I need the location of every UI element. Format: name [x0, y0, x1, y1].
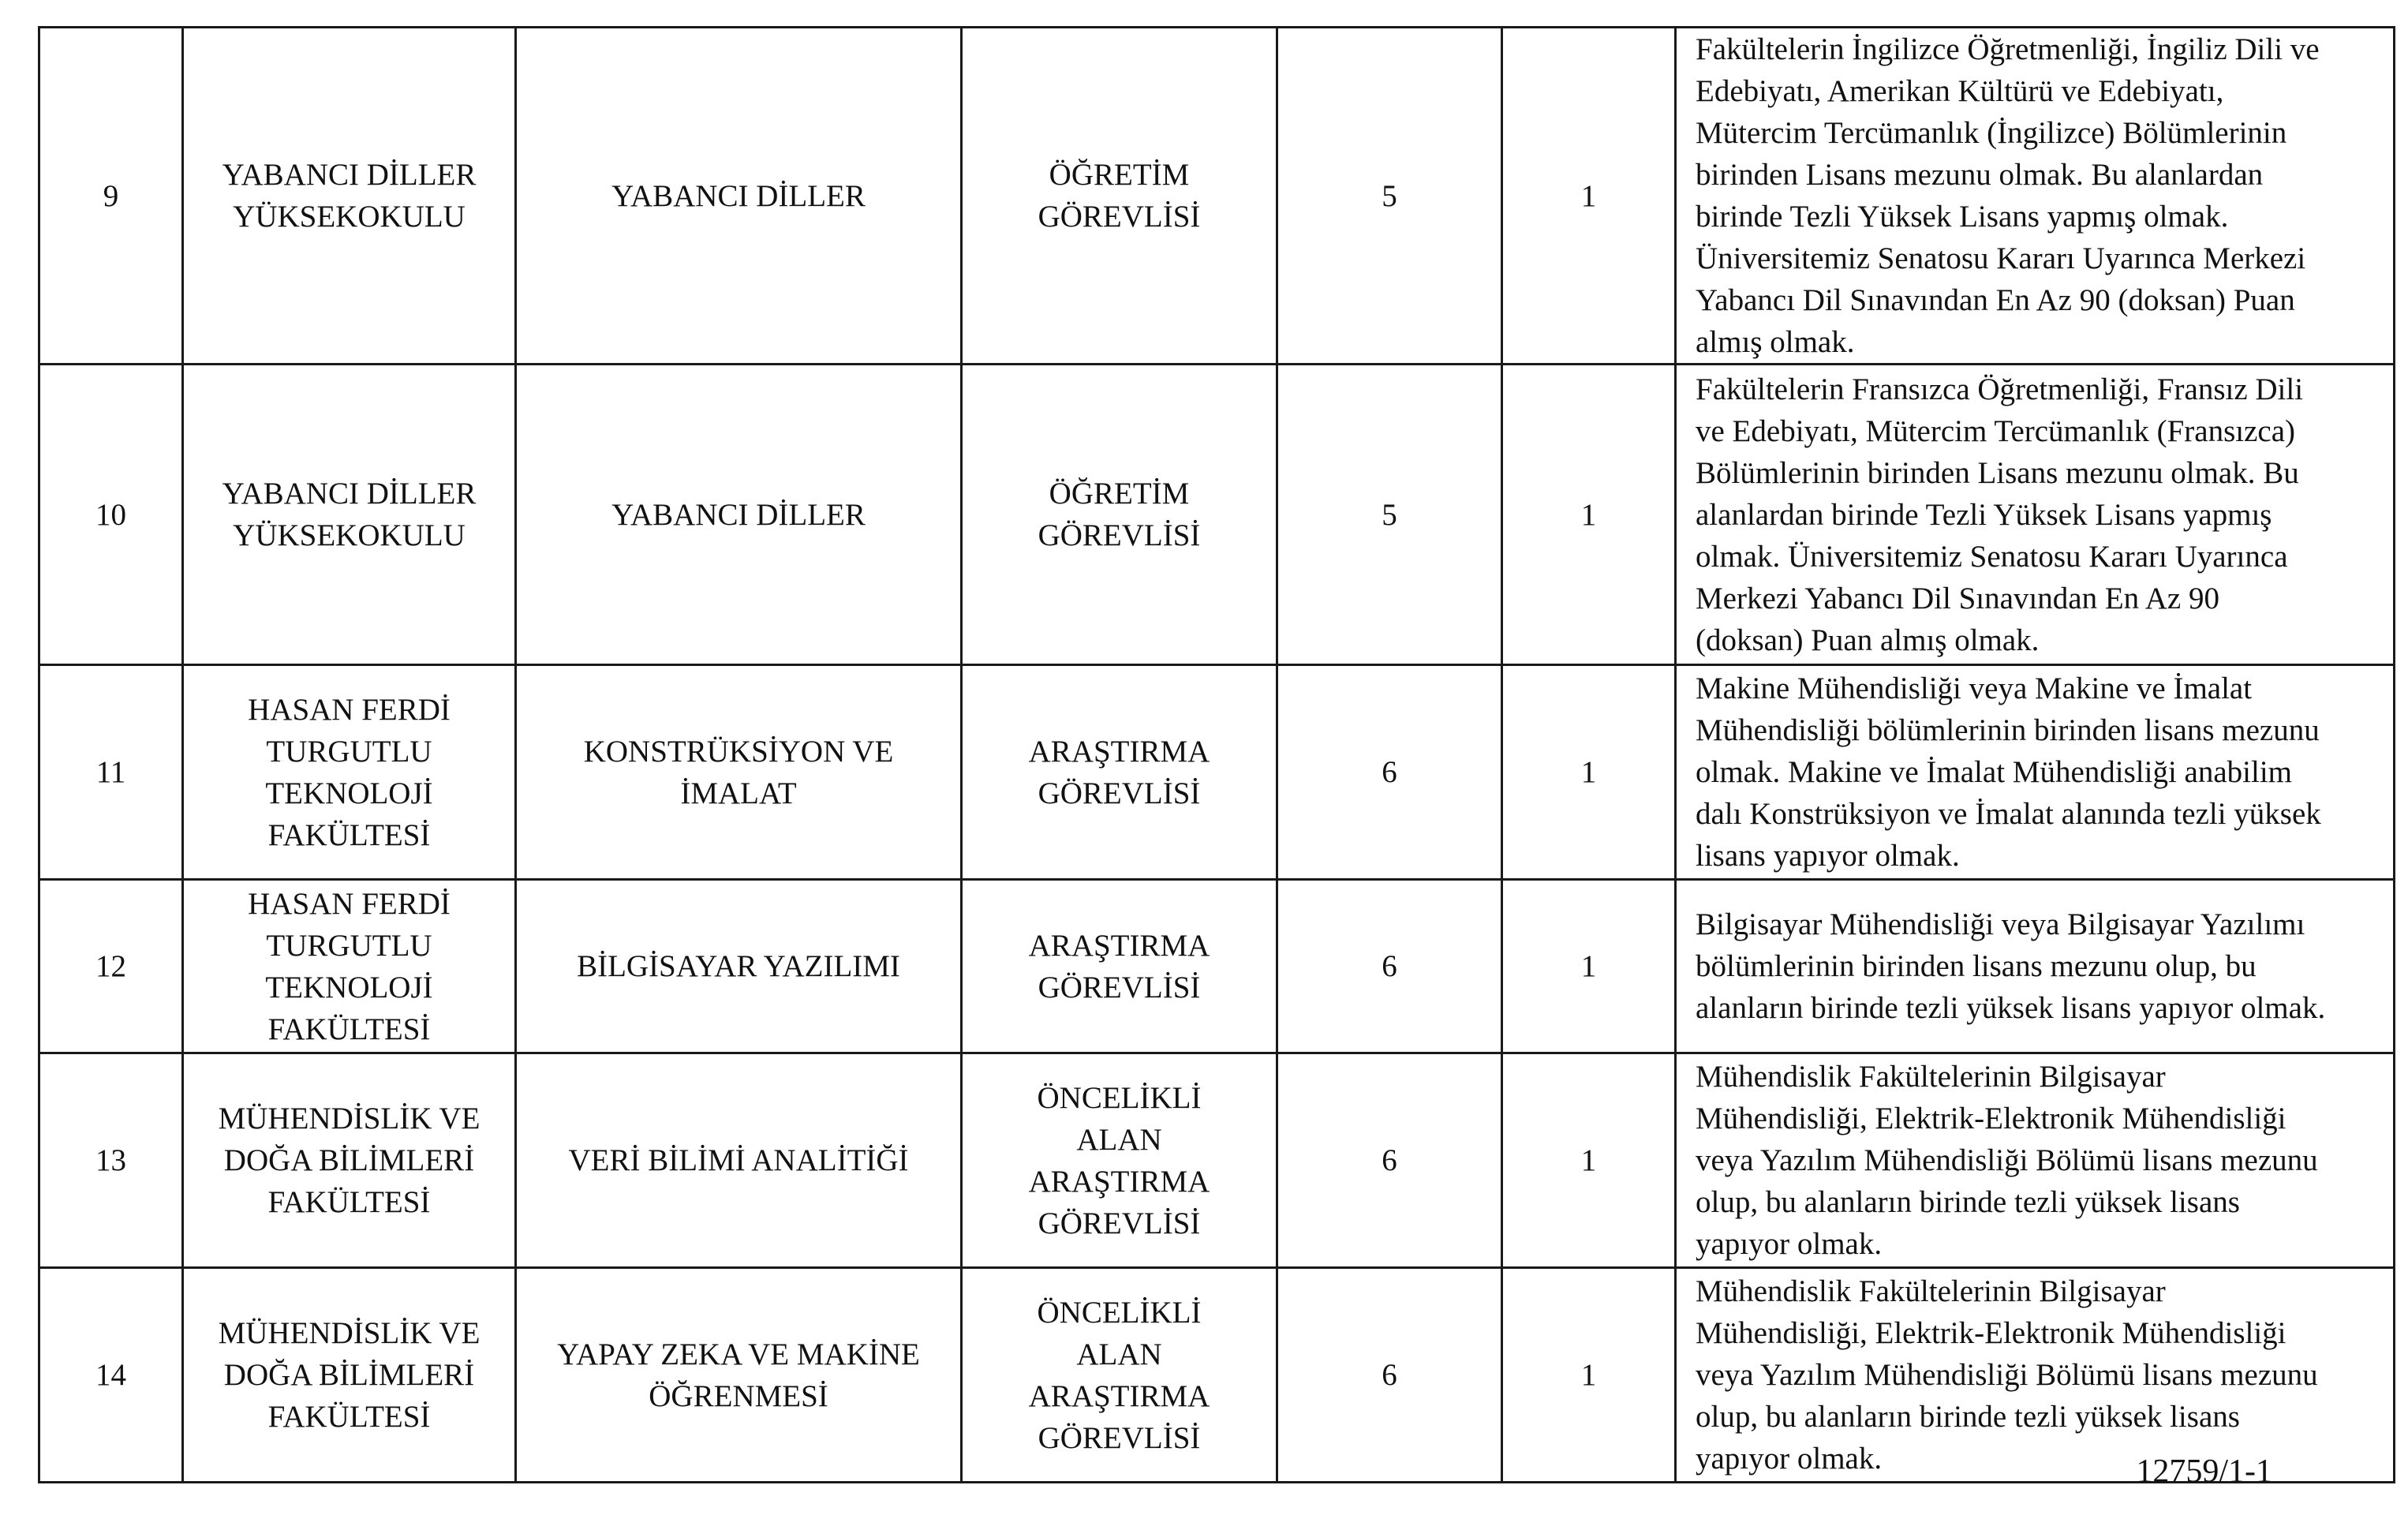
row-number: 10: [95, 497, 126, 532]
title-cell: [962, 1268, 1277, 1483]
degree-cell: [1277, 365, 1502, 665]
degree-value: 6: [1382, 1358, 1397, 1392]
dept-text-line: YABANCI DİLLER: [611, 497, 866, 532]
req-text-line: Edebiyatı, Amerikan Kültürü ve Edebiyatı,: [1696, 74, 2224, 108]
unit-cell: [183, 28, 516, 365]
title-text-line: ARAŞTIRMA: [1028, 1164, 1210, 1199]
department-cell: [516, 880, 962, 1053]
department-cell: [516, 1268, 962, 1483]
title-text-line: ARAŞTIRMA: [1028, 928, 1210, 963]
unit-cell: [183, 365, 516, 665]
degree-cell: [1277, 880, 1502, 1053]
count-value: 1: [1580, 497, 1597, 532]
unit-cell: [183, 880, 516, 1053]
announcement-table: [38, 26, 2395, 1483]
req-text-line: olup, bu alanların birinde tezli yüksek lisans: [1696, 1400, 2240, 1434]
dept-text-line: İMALAT: [680, 776, 797, 810]
unit-text-line: TURGUTLU: [266, 734, 432, 769]
req-text-line: Mühendislik Fakültelerinin Bilgisayar: [1696, 1060, 2166, 1094]
req-text-line: veya Yazılım Mühendisliği Bölümü lisans mezunu: [1696, 1358, 2318, 1392]
dept-text-line: YAPAY ZEKA VE MAKİNE: [557, 1337, 920, 1371]
degree-value: 5: [1382, 497, 1397, 532]
requirements-cell: [1676, 1053, 2395, 1268]
row-number-cell: [39, 1268, 183, 1483]
dept-text-line: KONSTRÜKSİYON VE: [583, 734, 894, 769]
degree-value: 6: [1382, 755, 1397, 789]
req-text-line: Makine Mühendisliği veya Makine ve İmalat: [1696, 671, 2253, 705]
department-cell: [516, 28, 962, 365]
req-text-line: (doksan) Puan almış olmak.: [1696, 623, 2040, 657]
unit-text-line: DOĞA BİLİMLERİ: [223, 1358, 475, 1392]
req-text-line: Mühendislik Fakültelerinin Bilgisayar: [1696, 1274, 2166, 1308]
unit-text-line: TEKNOLOJİ: [265, 776, 433, 810]
dept-text-line: BİLGİSAYAR YAZILIMI: [577, 949, 900, 983]
count-cell: [1502, 1268, 1676, 1483]
row-number: 11: [95, 755, 126, 789]
count-cell: [1502, 28, 1676, 365]
req-text-line: dalı Konstrüksiyon ve İmalat alanında tezli yüksek: [1696, 797, 2321, 831]
page-reference: 12759/1-1: [2136, 1453, 2272, 1490]
req-text-line: olmak. Makine ve İmalat Mühendisliği anabilim: [1696, 755, 2293, 789]
table-row: [39, 880, 2395, 1053]
unit-text-line: MÜHENDİSLİK VE: [218, 1102, 480, 1135]
degree-value: 6: [1382, 949, 1397, 983]
department-cell: [516, 665, 962, 880]
req-text-line: olup, bu alanların birinde tezli yüksek lisans: [1696, 1185, 2240, 1219]
req-text-line: Mühendisliği, Elektrik-Elektronik Mühendisliği: [1696, 1316, 2286, 1350]
title-text-line: GÖREVLİSİ: [1038, 776, 1201, 810]
count-value: 1: [1580, 178, 1597, 213]
table-row: [39, 1268, 2395, 1483]
req-text-line: Üniversitemiz Senatosu Kararı Uyarınca Merkezi: [1696, 241, 2306, 275]
row-number-cell: [39, 28, 183, 365]
unit-text-line: MÜHENDİSLİK VE: [218, 1316, 480, 1350]
req-text-line: birinde Tezli Yüksek Lisans yapmış olmak.: [1696, 200, 2229, 234]
row-number: 12: [95, 949, 126, 983]
title-cell: [962, 365, 1277, 665]
row-number-cell: [39, 880, 183, 1053]
req-text-line: Bölümlerinin birinden Lisans mezunu olmak. Bu: [1696, 455, 2299, 490]
req-text-line: alanlardan birinde Tezli Yüksek Lisans yapmış: [1696, 497, 2272, 532]
title-cell: [962, 665, 1277, 880]
title-text-line: ÖNCELİKLİ: [1037, 1295, 1202, 1330]
unit-cell: [183, 1268, 516, 1483]
row-number: 14: [95, 1358, 126, 1392]
unit-text-line: FAKÜLTESİ: [267, 1012, 431, 1046]
row-number: 9: [103, 178, 119, 213]
title-text-line: ÖĞRETİM: [1049, 158, 1190, 192]
req-text-line: Fakültelerin Fransızca Öğretmenliği, Fransız Dili: [1696, 372, 2304, 406]
req-text-line: birinden Lisans mezunu olmak. Bu alanlardan: [1696, 158, 2264, 192]
unit-text-line: YÜKSEKOKULU: [233, 518, 466, 552]
table-row: [39, 365, 2395, 665]
title-text-line: ÖNCELİKLİ: [1037, 1080, 1202, 1115]
row-number-cell: [39, 365, 183, 665]
title-cell: [962, 1053, 1277, 1268]
req-text-line: Bilgisayar Mühendisliği veya Bilgisayar Yazılımı: [1696, 907, 2305, 941]
dept-text-line: VERİ BİLİMİ ANALİTİĞİ: [568, 1143, 909, 1177]
count-cell: [1502, 1053, 1676, 1268]
unit-text-line: FAKÜLTESİ: [267, 1400, 431, 1434]
title-cell: [962, 880, 1277, 1053]
count-cell: [1502, 665, 1676, 880]
degree-cell: [1277, 665, 1502, 880]
unit-text-line: TEKNOLOJİ: [265, 970, 433, 1004]
unit-cell: [183, 665, 516, 880]
title-text-line: ALAN: [1076, 1337, 1162, 1371]
req-text-line: veya Yazılım Mühendisliği Bölümü lisans mezunu: [1696, 1143, 2318, 1177]
req-text-line: lisans yapıyor olmak.: [1696, 839, 1960, 873]
unit-text-line: YABANCI DİLLER: [222, 158, 477, 192]
unit-text-line: YABANCI DİLLER: [222, 477, 477, 511]
count-value: 1: [1580, 1358, 1597, 1392]
title-text-line: GÖREVLİSİ: [1038, 970, 1201, 1004]
req-text-line: Mütercim Tercümanlık (İngilizce) Bölümlerinin: [1696, 116, 2287, 150]
title-text-line: ARAŞTIRMA: [1028, 734, 1210, 769]
req-text-line: yapıyor olmak.: [1696, 1442, 1883, 1476]
unit-cell: [183, 1053, 516, 1268]
title-text-line: GÖREVLİSİ: [1038, 1420, 1201, 1455]
requirements-cell: [1676, 880, 2395, 1053]
unit-text-line: DOĞA BİLİMLERİ: [223, 1143, 475, 1177]
department-cell: [516, 1053, 962, 1268]
req-text-line: almış olmak.: [1696, 325, 1855, 359]
count-cell: [1502, 880, 1676, 1053]
title-text-line: ALAN: [1076, 1122, 1162, 1157]
title-text-line: GÖREVLİSİ: [1038, 1206, 1201, 1240]
requirements-cell: [1676, 28, 2395, 365]
requirements-cell: [1676, 665, 2395, 880]
title-text-line: GÖREVLİSİ: [1038, 200, 1201, 234]
title-text-line: ARAŞTIRMA: [1028, 1378, 1210, 1413]
req-text-line: Mühendisliği bölümlerinin birinden lisans mezunu: [1696, 713, 2320, 747]
degree-cell: [1277, 28, 1502, 365]
table-row: [39, 665, 2395, 880]
req-text-line: alanların birinde tezli yüksek lisans yapıyor olmak.: [1696, 991, 2326, 1025]
degree-value: 6: [1382, 1143, 1397, 1177]
unit-text-line: HASAN FERDİ: [248, 886, 451, 921]
count-value: 1: [1580, 755, 1597, 789]
table-row: [39, 1053, 2395, 1268]
unit-text-line: FAKÜLTESİ: [267, 817, 431, 852]
requirements-cell: [1676, 1268, 2395, 1483]
count-value: 1: [1580, 1143, 1597, 1177]
req-text-line: Yabancı Dil Sınavından En Az 90 (doksan) Puan: [1696, 283, 2295, 317]
row-number-cell: [39, 665, 183, 880]
dept-text-line: ÖĞRENMESİ: [649, 1378, 828, 1413]
count-cell: [1502, 365, 1676, 665]
row-number-cell: [39, 1053, 183, 1268]
req-text-line: olmak. Üniversitemiz Senatosu Kararı Uyarınca: [1696, 539, 2288, 574]
unit-text-line: TURGUTLU: [266, 928, 432, 963]
req-text-line: Mühendisliği, Elektrik-Elektronik Mühendisliği: [1696, 1102, 2286, 1135]
req-text-line: ve Edebiyatı, Mütercim Tercümanlık (Fransızca): [1696, 413, 2296, 448]
req-text-line: Merkezi Yabancı Dil Sınavından En Az 90: [1696, 581, 2219, 615]
count-value: 1: [1580, 949, 1597, 983]
table-row: [39, 28, 2395, 365]
dept-text-line: YABANCI DİLLER: [611, 178, 866, 213]
degree-cell: [1277, 1053, 1502, 1268]
title-text-line: ÖĞRETİM: [1049, 477, 1190, 511]
degree-cell: [1277, 1268, 1502, 1483]
title-text-line: GÖREVLİSİ: [1038, 518, 1201, 552]
degree-value: 5: [1382, 178, 1397, 213]
unit-text-line: FAKÜLTESİ: [267, 1185, 431, 1219]
unit-text-line: YÜKSEKOKULU: [233, 200, 466, 234]
department-cell: [516, 365, 962, 665]
req-text-line: bölümlerinin birinden lisans mezunu olup, bu: [1696, 949, 2257, 983]
row-number: 13: [95, 1143, 126, 1177]
unit-text-line: HASAN FERDİ: [248, 692, 451, 727]
requirements-cell: [1676, 365, 2395, 665]
req-text-line: Fakültelerin İngilizce Öğretmenliği, İngiliz Dili ve: [1696, 32, 2320, 66]
title-cell: [962, 28, 1277, 365]
req-text-line: yapıyor olmak.: [1696, 1227, 1883, 1261]
